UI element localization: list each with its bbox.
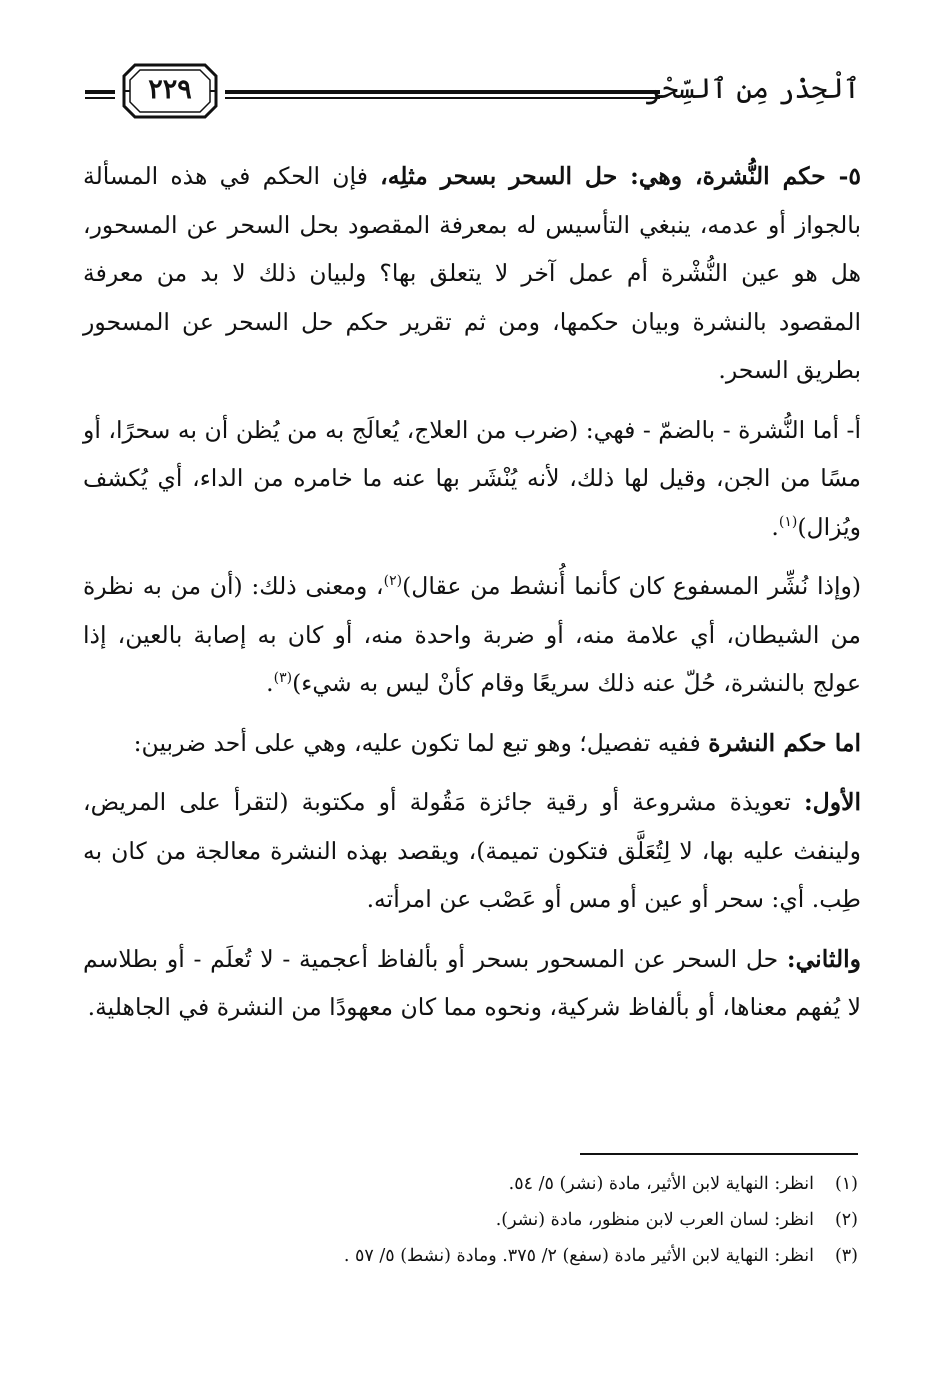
paragraph-text: ، ومعنى ذلك: (أن من به نظرة من الشيطان، أي علامة منه، أو ضربة واحدة منه، أو كان به إصابة بالعين، إذا عولج بالنشرة، حُلّ عنه ذلك سريعًا وقام كأنْ ليس به شيء): [83, 572, 861, 697]
paragraph-ruling-detail: [83, 719, 861, 768]
page-number: ٢٢٩: [148, 74, 192, 105]
bold-lead: اما حكم النشرة: [708, 728, 861, 757]
footnotes: [200, 1166, 858, 1274]
page-number-badge: [121, 62, 219, 120]
footnote-item: [200, 1166, 858, 1202]
paragraph-text: أ- أما النُّشرة - بالضمّ - فهي: (ضرب من العلاج، يُعالَج به من يُظن أن به سحرًا، أو مسًا من الجن، وقيل لها ذلك، لأنه يُنْشَر بها عنه ما خامره من الداء، أي يُكشف ويُزال): [83, 415, 861, 541]
footnote-text: انظر: النهاية لابن الأثير مادة (سفع) ٢/ ٣٧٥. ومادة (نشط) ٥/ ٥٧ .: [343, 1246, 814, 1266]
bold-lead: الأول:: [803, 788, 861, 816]
paragraph-second-type: [83, 935, 861, 1032]
paragraph-text: حل السحر عن المسحور بسحر أو بألفاظ أعجمية - لا تُعلَم - أو بطلاسم لا يُفهم معناها، أو بألفاظ شركية، ونحوه مما كان معهودًا من النشرة في الجاهلية.: [83, 944, 861, 1021]
footnote-number: (٢): [834, 1210, 858, 1230]
header-rule: [225, 90, 660, 101]
paragraph-nushra-ruling: [83, 152, 861, 395]
footnote-item: [200, 1238, 858, 1274]
footnote-text: انظر: النهاية لابن الأثير، مادة (نشر) ٥/ ٥٤.: [508, 1174, 814, 1194]
paragraph-text: (وإذا نُشِّر المسفوع كان كأنما أُنشط من عقال): [402, 572, 861, 600]
paragraph-text: فإن الحكم في هذه المسألة بالجواز أو عدمه، ينبغي التأسيس له بمعرفة المقصود بحل السحر عن المسحور، هل هو عين النُّشْرة أم عمل آخر لا يتعلق بها؟ ولبيان ذلك لا بد من معرفة المقصود بالنشرة وبيان حكمها، ومن ثم تقرير حكم حل السحر عن المسحور بطريق السحر.: [83, 162, 861, 384]
footnote-separator: [580, 1153, 858, 1155]
paragraph-nushra-definition: أ- أما النُّشرة - بالضمّ - فهي: (ضرب من العلاج، يُعالَج به من يُظن أن به سحرًا، أو مسًا من الجن، وقيل لها ذلك، لأنه يُنْشَر بها عنه ما خامره من الداء، أي يُكشف ويُزال)$^{(١)}$.: [83, 415, 861, 541]
footnote-number: (٣): [834, 1246, 858, 1266]
footnote-ref[interactable]: (٣): [273, 670, 293, 687]
paragraph-text: ففيه تفصيل؛ وهو تبع لما تكون عليه، وهي على أحد ضربين:: [133, 728, 709, 757]
footnote-ref[interactable]: (٢): [383, 573, 403, 590]
paragraph-text: تعويذة مشروعة أو رقية جائزة مَقُولة أو مكتوبة (لتقرأ على المريض، ولينفث عليه بها، لا لِتُعَلَّق فتكون تميمة)، ويقصد بهذه النشرة معالجة من كان به طِب. أي: سحر أو عين أو مس أو عَصْب عن امرأته.: [83, 788, 861, 913]
header-left-rule: [85, 90, 115, 101]
main-text: [83, 152, 861, 1043]
paragraph-first-type: [83, 778, 861, 924]
footnote-text: انظر: لسان العرب لابن منظور، مادة (نشر).: [495, 1210, 814, 1230]
footnote-item: [200, 1202, 858, 1238]
page-header: [85, 60, 860, 122]
bold-lead: والثاني:: [786, 944, 861, 973]
footnote-ref[interactable]: (١): [778, 513, 798, 530]
running-title: ٱلْحِذْر مِن ٱلسِّحْر: [645, 72, 860, 105]
section-heading: ٥- حكم النُّشرة، وهي: حل السحر بسحر مثلِه،: [380, 162, 861, 190]
paragraph-masfu: (وإذا نُشِّر المسفوع كان كأنما أُنشط من عقال)$^{(٢)}$، ومعنى ذلك: (أن من به نظرة من الشيطان، أي علامة منه، أو ضربة واحدة منه، أو كان به إصابة بالعين، إذا عولج بالنشرة، حُلّ عنه ذلك سريعًا وقام كأنْ ليس به شيء)$^{(٣)}$.: [83, 572, 861, 697]
footnote-number: (١): [834, 1174, 858, 1194]
